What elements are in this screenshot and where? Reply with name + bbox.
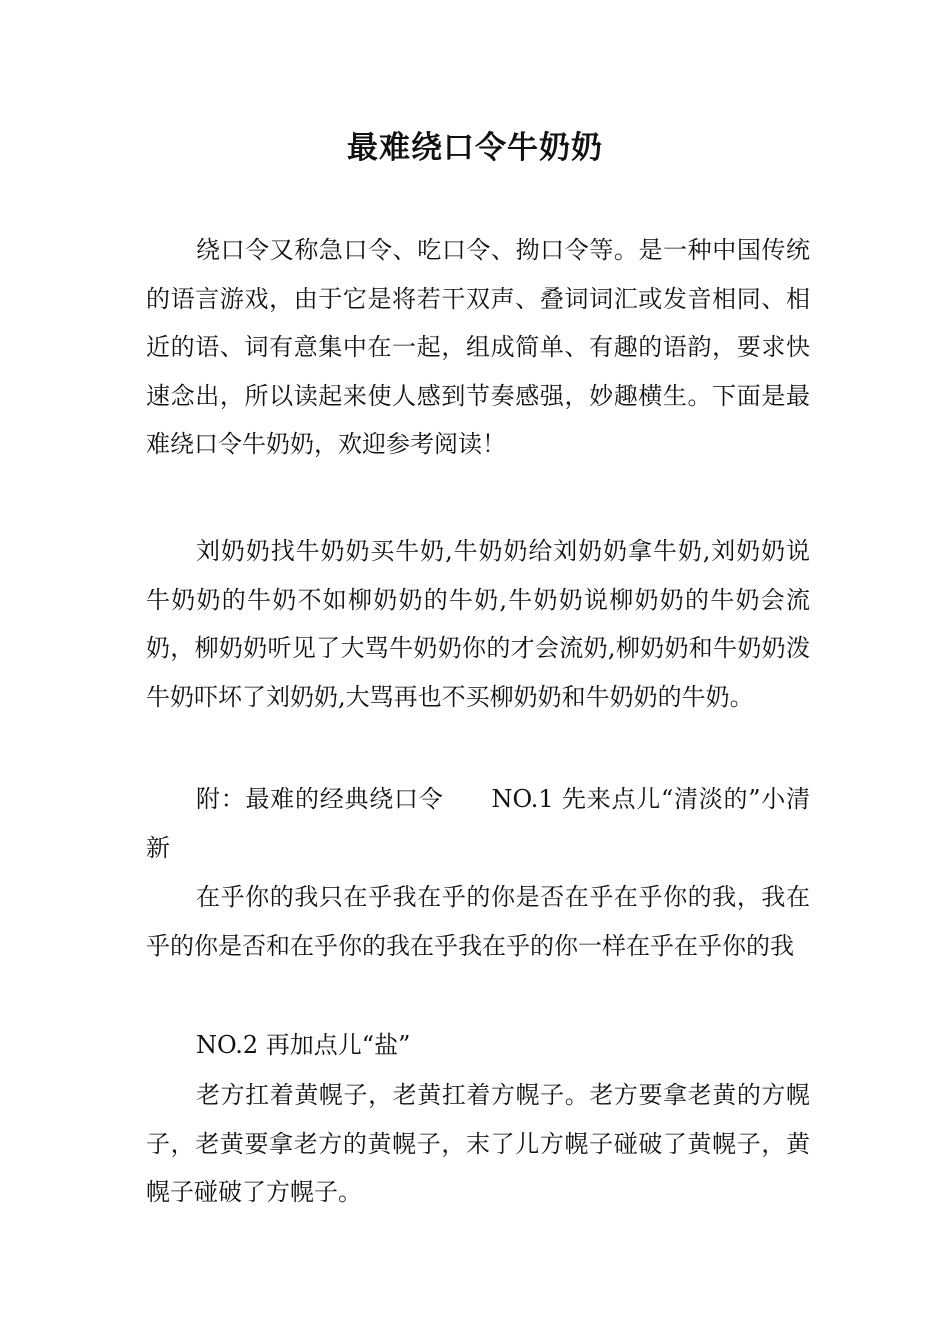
appendix-paragraph	[146, 775, 810, 872]
intro-paragraph: 绕口令又称急口令、吃口令、拗口令等。是一种中国传统的语言游戏，由于它是将若干双声、叠词词汇或发音相同、相近的语、词有意集中在一起，组成简单、有趣的语韵，要求快速念出，所以读起来使人感到节奏感强，妙趣横生。下面是最难绕口令牛奶奶，欢迎参考阅读！	[146, 236, 810, 458]
main-twister-paragraph: 刘奶奶找牛奶奶买牛奶,牛奶奶给刘奶奶拿牛奶,刘奶奶说牛奶奶的牛奶不如柳奶奶的牛奶,牛奶奶说柳奶奶的牛奶会流奶，柳奶奶听见了大骂牛奶奶你的才会流奶,柳奶奶和牛奶奶泼牛奶吓坏了刘奶奶,大骂再也不买柳奶奶和牛奶奶的牛奶。	[146, 537, 810, 711]
no2-heading: NO.2 再加点儿“盐”	[196, 1031, 411, 1059]
no1-heading: NO.1 先来点儿“清淡的”小清新	[146, 785, 811, 862]
document-title: 最难绕口令牛奶奶	[347, 130, 603, 166]
no2-paragraph: 老方扛着黄幌子，老黄扛着方幌子。老方要拿老黄的方幌子，老黄要拿老方的黄幌子，末了儿方幌子碰破了黄幌子，黄幌子碰破了方幌子。	[146, 1081, 810, 1206]
appendix-label: 附：最难的经典绕口令	[196, 785, 444, 813]
no1-paragraph: 在乎你的我只在乎我在乎的你是否在乎在乎你的我，我在乎的你是否和在乎你的我在乎我在乎的你一样在乎在乎你的我	[146, 883, 810, 960]
